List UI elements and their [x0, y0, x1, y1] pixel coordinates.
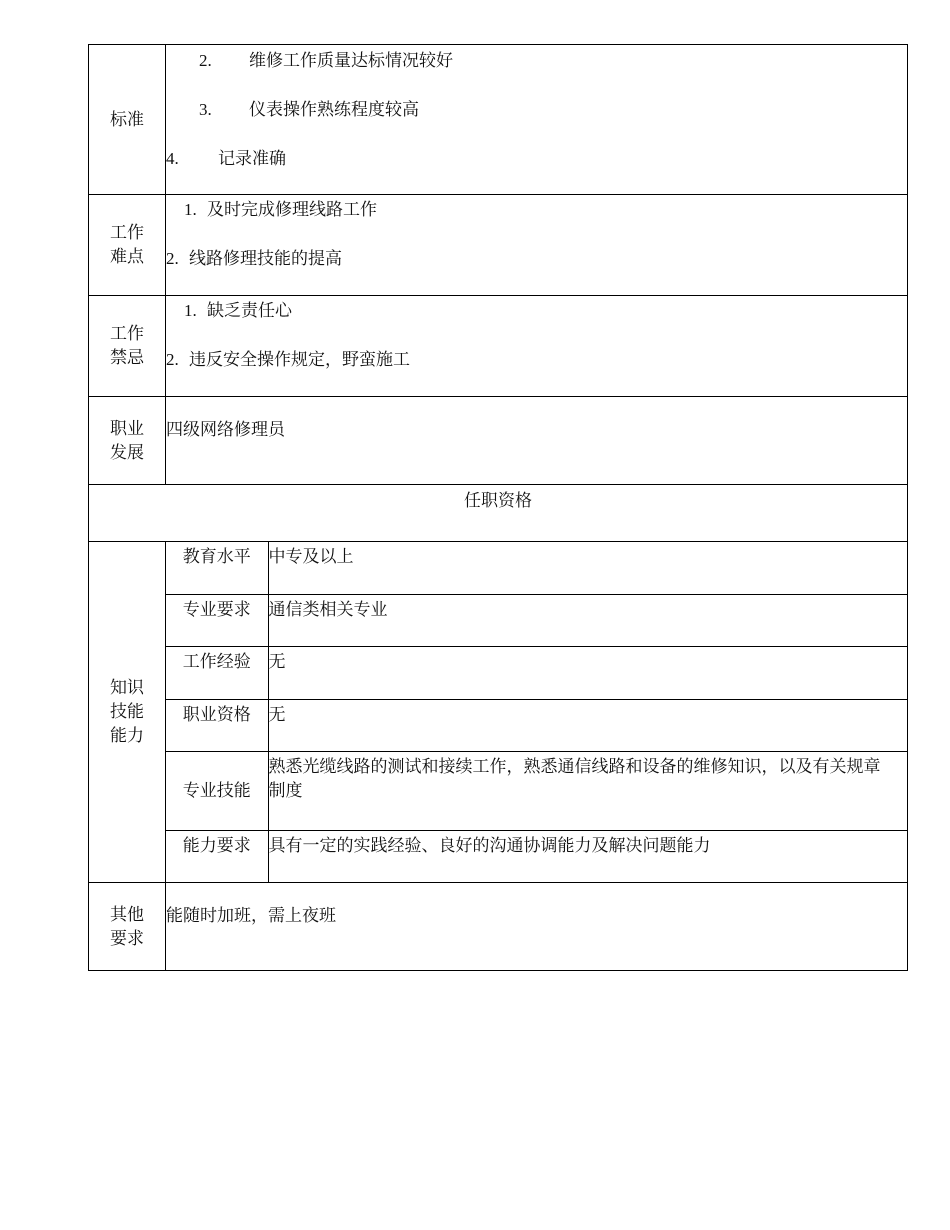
- item-number: 1.: [184, 200, 197, 219]
- standards-item: [199, 49, 453, 73]
- item-text: 仪表操作熟练程度较高: [249, 100, 419, 119]
- item-number: 2.: [199, 51, 212, 70]
- item-text: 记录准确: [218, 149, 286, 168]
- qualification-value: 无: [268, 646, 907, 699]
- other-row: [89, 883, 908, 971]
- qualification-row-education: [166, 542, 907, 594]
- item-number: 1.: [184, 301, 197, 320]
- qualifications-inner-wrapper: [166, 542, 908, 883]
- label-line: 知识: [110, 678, 144, 697]
- qualification-value: 具有一定的实践经验、良好的沟通协调能力及解决问题能力: [268, 830, 907, 882]
- job-description-table: [88, 44, 908, 971]
- label-line: 技能: [110, 702, 144, 721]
- qualifications-table: [166, 542, 907, 882]
- difficulties-label: [89, 195, 166, 296]
- other-value: 能随时加班，需上夜班: [166, 906, 336, 925]
- label-line: 职业: [110, 418, 144, 438]
- qualification-value: 无: [268, 699, 907, 751]
- taboos-content: [166, 296, 908, 397]
- item-number: 2.: [166, 249, 179, 268]
- difficulties-row: [89, 195, 908, 296]
- label-line: 禁忌: [110, 348, 144, 367]
- qualifications-row: [89, 542, 908, 883]
- label-line: 工作: [110, 324, 144, 343]
- qualification-value: 中专及以上: [268, 542, 907, 594]
- standards-content: [166, 45, 908, 195]
- other-content: [166, 883, 908, 971]
- qualification-label: 工作经验: [166, 646, 268, 699]
- section-title: 任职资格: [89, 485, 908, 542]
- difficulties-item: [184, 198, 377, 222]
- qualification-row-certificate: [166, 699, 907, 751]
- taboos-item: [166, 348, 410, 372]
- standards-label: [89, 45, 166, 195]
- difficulties-content: [166, 195, 908, 296]
- taboos-item: [184, 299, 292, 323]
- label-line: 工作: [110, 223, 144, 242]
- item-text: 维修工作质量达标情况较好: [249, 51, 453, 70]
- career-row: [89, 397, 908, 485]
- career-value: 四级网络修理员: [166, 420, 285, 439]
- qualification-label: 专业技能: [166, 751, 268, 830]
- qualification-label: 专业要求: [166, 594, 268, 646]
- taboos-row: [89, 296, 908, 397]
- label-line: 发展: [110, 442, 144, 462]
- qualification-label: 教育水平: [166, 542, 268, 594]
- qualification-row-skills: [166, 751, 907, 830]
- standards-item: [166, 147, 286, 171]
- item-number: 3.: [199, 100, 212, 119]
- qualification-value: 通信类相关专业: [268, 594, 907, 646]
- qualification-row-major: [166, 594, 907, 646]
- item-number: 2.: [166, 350, 179, 369]
- career-label: [89, 397, 166, 485]
- qualification-row-ability: [166, 830, 907, 882]
- item-text: 线路修理技能的提高: [189, 249, 342, 268]
- other-label: [89, 883, 166, 971]
- item-text: 及时完成修理线路工作: [207, 200, 377, 219]
- career-content: [166, 397, 908, 485]
- qualification-row-experience: [166, 646, 907, 699]
- taboos-label: [89, 296, 166, 397]
- qualification-label: 能力要求: [166, 830, 268, 882]
- qualification-label: 职业资格: [166, 699, 268, 751]
- label-line: 能力: [110, 726, 144, 745]
- label-line: 要求: [110, 928, 144, 948]
- difficulties-item: [166, 247, 342, 271]
- standards-item: [199, 98, 419, 122]
- label-line: 难点: [110, 247, 144, 266]
- standards-label-text: 标准: [110, 109, 144, 129]
- item-text: 缺乏责任心: [207, 301, 292, 320]
- qualification-value: 熟悉光缆线路的测试和接续工作，熟悉通信线路和设备的维修知识，以及有关规章制度: [268, 751, 907, 830]
- qualifications-group-label: [89, 542, 166, 883]
- label-line: 其他: [110, 904, 144, 924]
- item-number: 4.: [166, 149, 179, 168]
- item-text: 违反安全操作规定，野蛮施工: [189, 350, 410, 369]
- standards-row: [89, 45, 908, 195]
- qualifications-title-row: [89, 485, 908, 542]
